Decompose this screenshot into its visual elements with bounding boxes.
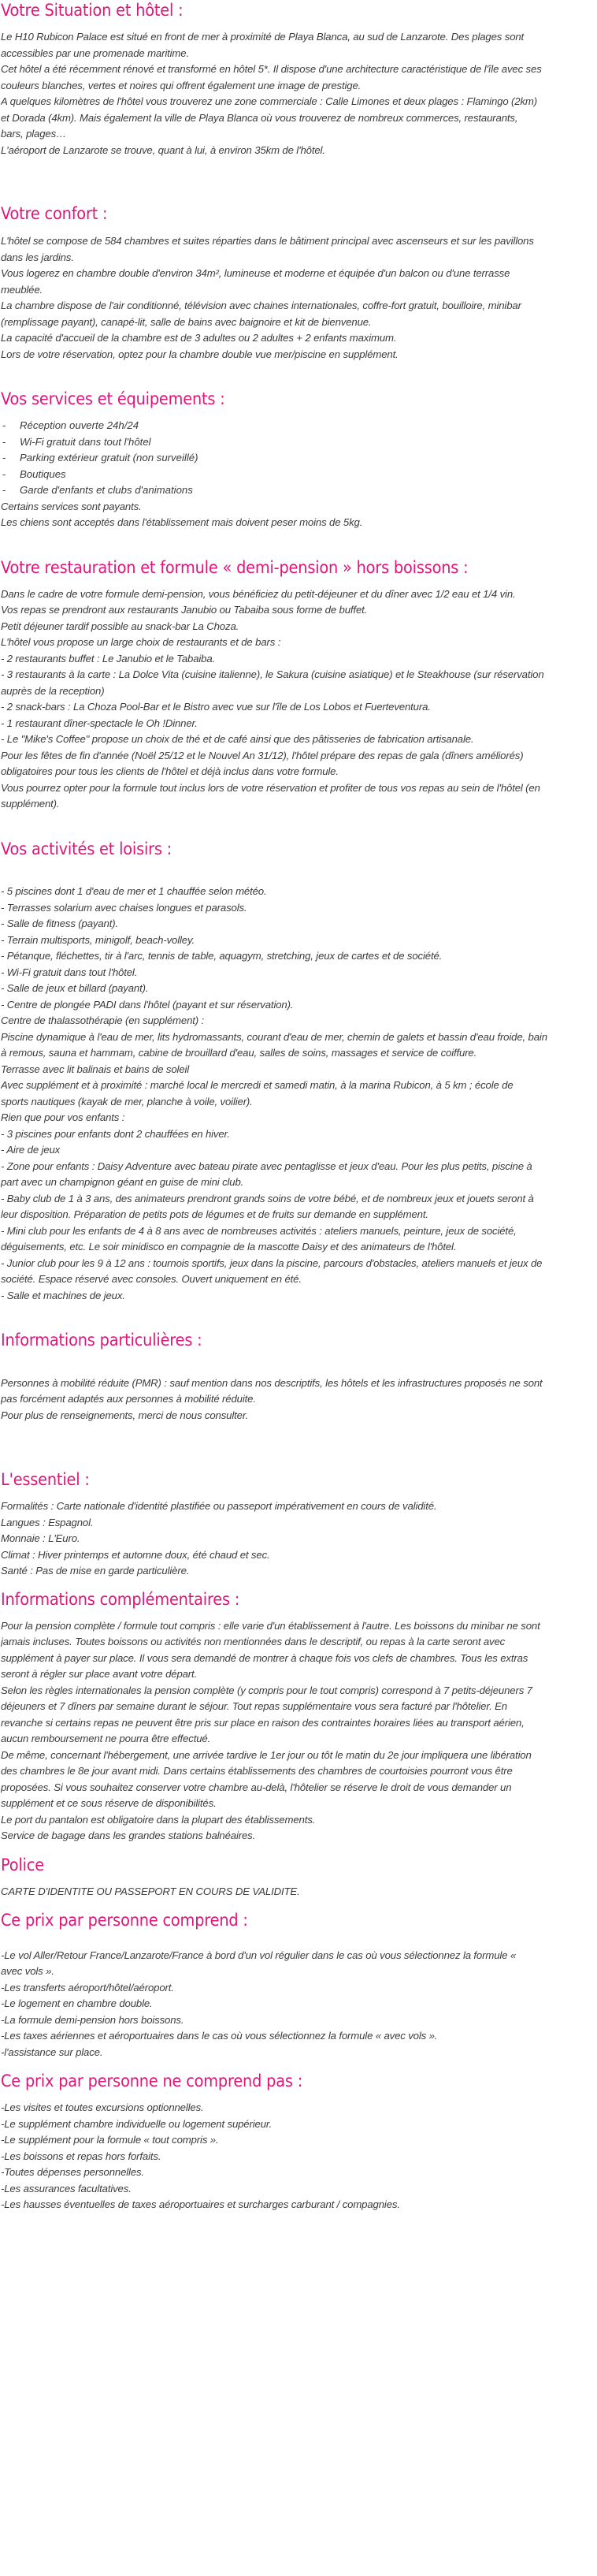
section-title-prix-comprend: Ce prix par personne comprend : [1, 1911, 248, 1930]
section-body-informations-complementaires [1, 1618, 596, 1845]
text-line: L'aéroport de Lanzarote se trouve, quant à lui, à environ 35km de l'hôtel. [1, 143, 325, 156]
text-line: - Salle de fitness (payant). [1, 918, 118, 929]
text-line: meublée. [1, 283, 43, 296]
text-line: - Pétanque, fléchettes, tir à l'arc, tennis de table, aquagym, stretching, jeux de cartes et de société. [1, 950, 443, 962]
text-line: CARTE D'IDENTITE OU PASSEPORT EN COURS DE VALIDITE. [1, 1885, 300, 1897]
text-line: A quelques kilomètres de l'hôtel vous trouverez une zone commerciale : Calle Limones et deux plages : Flamingo (2km) [1, 95, 537, 107]
text-line: -La formule demi-pension hors boissons. [1, 2013, 184, 2026]
list-item [1, 418, 596, 434]
section-title-prix-ne-comprend-pas: Ce prix par personne ne comprend pas : [1, 2072, 303, 2090]
section-prix-ne-comprend-pas [1, 2071, 596, 2213]
text-line: Personnes à mobilité réduite (PMR) : sauf mention dans nos descriptifs, les hôtels et les infrastructures proposés ne sont [1, 1376, 543, 1389]
list-item [1, 482, 596, 499]
text-line: Climat : Hiver printemps et automne doux, été chaud et sec. [1, 1548, 270, 1561]
text-line: Avec supplément et à proximité : marché local le mercredi et samedi matin, à la marina Rubicon, à 5 km ; école de [1, 1079, 514, 1091]
text-line: -Les visites et toutes excursions optionnelles. [1, 2101, 204, 2113]
text-line: De même, concernant l'hébergement, une arrivée tardive le 1er jour ou tôt le matin du 2e jour impliquera une libération [1, 1748, 532, 1761]
text-line: -Les assurances facultatives. [1, 2182, 132, 2194]
section-body-prix-ne-comprend-pas [1, 2100, 596, 2213]
section-title-situation: Votre Situation et hôtel : [1, 1, 184, 20]
text-line: Terrasse avec lit balinais et bains de soleil [1, 1063, 190, 1075]
section-confort [1, 203, 596, 363]
text-line: Monnaie : L'Euro. [1, 1532, 80, 1544]
text-line: - 1 restaurant dîner-spectacle le Oh !Dinner. [1, 717, 198, 729]
section-essentiel [1, 1469, 596, 1580]
text-line: société. Espace réservé avec consoles. Ouvert uniquement en été. [1, 1273, 302, 1285]
text-line: Petit déjeuner tardif possible au snack-bar La Choza. [1, 620, 239, 632]
text-line: - 3 piscines pour enfants dont 2 chauffées en hiver. [1, 1127, 230, 1140]
list-item-label: Boutiques [20, 467, 66, 480]
text-line: couleurs blanches, vertes et noires qui offrent également une image de prestige. [1, 79, 362, 91]
text-line: obligatoires pour tous les clients de l'hôtel et déjà inclus dans votre formule. [1, 765, 339, 777]
text-line: Vous pourrez opter pour la formule tout inclus lors de votre réservation et profiter de tous vos repas au sein de l'hôtel (en [1, 781, 540, 794]
text-line: - Zone pour enfants : Daisy Adventure avec bateau pirate avec pentaglisse et jeux d'eau. Pour les plus petits, piscine à [1, 1160, 532, 1172]
section-body-informations-particulieres [1, 1359, 596, 1424]
text-line: -Le supplément chambre individuelle ou logement supérieur. [1, 2117, 273, 2130]
section-body-essentiel [1, 1498, 596, 1580]
text-line: Certains services sont payants. [1, 500, 142, 512]
text-line: -Les hausses éventuelles de taxes aéroportuaires et surcharges carburant / compagnies. [1, 2198, 400, 2210]
text-line: Santé : Pas de mise en garde particulière. [1, 1565, 190, 1576]
section-activites [1, 839, 596, 1305]
text-line: - Centre de plongée PADI dans l'hôtel (payant et sur réservation). [1, 998, 294, 1011]
text-line: Cet hôtel a été récemment rénové et transformé en hôtel 5*. Il dispose d'une architecture caractéristique de l'île avec ses [1, 63, 542, 75]
text-line: Rien que pour vos enfants : [1, 1111, 125, 1123]
section-title-informations-particulieres: Informations particulières : [1, 1331, 202, 1349]
list-item-label: Parking extérieur gratuit (non surveillé) [20, 452, 198, 463]
text-line: -Le supplément pour la formule « tout compris ». [1, 2134, 219, 2146]
text-line: à remous, sauna et hammam, cabine de brouillard d'eau, salles de soins, massages et service de coiffure. [1, 1047, 477, 1059]
bullet-icon: - [2, 484, 6, 496]
text-line: des chambres le 8e jour avant midi. Dans certains établissements des chambres de courtoisies pourront vous être [1, 1765, 513, 1777]
section-title-activites: Vos activités et loisirs : [1, 839, 172, 858]
section-title-confort: Votre confort : [1, 204, 108, 223]
text-line: (remplissage payant), canapé-lit, salle de bains avec baignoire et kit de bienvenue. [1, 315, 372, 328]
section-police [1, 1855, 596, 1900]
text-line: -Les taxes aériennes et aéroportuaires dans le cas où vous sélectionnez la formule « avec vols ». [1, 2030, 438, 2042]
list-item [1, 467, 596, 483]
text-line: Le H10 Rubicon Palace est situé en front de mer à proximité de Playa Blanca, au sud de Lanzarote. Des plages sont [1, 31, 525, 43]
text-line: proposées. Si vous souhaitez conserver votre chambre au-delà, l'hôtelier se réserve le droit de vous demander un [1, 1781, 512, 1793]
section-body-situation [1, 29, 596, 158]
text-line: Formalités : Carte nationale d'identité plastifiée ou passeport impérativement en cours de validité. [1, 1500, 437, 1512]
text-line: - Mini club pour les enfants de 4 à 8 ans avec de nombreuses activités : ateliers manuels, peinture, jeux de société, [1, 1224, 517, 1237]
text-line: Piscine dynamique à l'eau de mer, lits hydromassants, courant d'eau de mer, chemin de galets et bassin d'eau froide, bain [1, 1030, 547, 1043]
text-line: L'hôtel se compose de 584 chambres et suites réparties dans le bâtiment principal avec ascenseurs et sur les pavillons [1, 235, 534, 247]
section-body-confort [1, 233, 596, 363]
text-line: seront à régler sur place avant votre départ. [1, 1668, 198, 1680]
text-line: Pour plus de renseignements, merci de nous consulter. [1, 1409, 249, 1421]
text-line: bars, plages… [1, 128, 67, 140]
text-line: - Baby club de 1 à 3 ans, des animateurs prendront grands soins de votre bébé, et de nombreux jeux et jouets seront à [1, 1192, 534, 1204]
section-restauration [1, 557, 596, 813]
text-line: déjeuners et 7 dîners par semaine durant le séjour. Tout repas supplémentaire vous sera facturé par l'hôtelier. En [1, 1700, 507, 1712]
bullet-icon: - [2, 467, 6, 480]
list-item-label: Garde d'enfants et clubs d'animations [20, 484, 193, 496]
text-line: aucun remboursement ne pourra être effectué. [1, 1733, 211, 1744]
text-line: supplément). [1, 798, 60, 810]
section-body-activites [1, 868, 596, 1305]
text-line: Le port du pantalon est obligatoire dans la plupart des établissements. [1, 1813, 316, 1826]
section-prix-comprend [1, 1910, 596, 2060]
text-line [1, 1931, 596, 1948]
text-line: -Les transferts aéroport/hôtel/aéroport. [1, 1981, 174, 1993]
text-line: - Wi-Fi gratuit dans tout l'hôtel. [1, 966, 138, 978]
text-line: -Le vol Aller/Retour France/Lanzarote/France à bord d'un vol régulier dans le cas où vous sélectionnez la formule « [1, 1949, 517, 1961]
text-line: Vos repas se prendront aux restaurants Janubio ou Tabaiba sous forme de buffet. [1, 604, 368, 616]
text-line: - Terrain multisports, minigolf, beach-volley. [1, 933, 195, 946]
section-informations-complementaires [1, 1589, 596, 1845]
text-line: Vous logerez en chambre double d'environ 34m², lumineuse et moderne et équipée d'un balcon ou d'une terrasse [1, 267, 510, 279]
text-line: Pour les fêtes de fin d'année (Noël 25/12 et le Nouvel An 31/12), l'hôtel prépare des repas de gala (dîners améliorés) [1, 749, 524, 761]
text-line: - 2 restaurants buffet : Le Janubio et le Tabaiba. [1, 652, 216, 664]
text-line: -Toutes dépenses personnelles. [1, 2166, 144, 2178]
text-line: supplément et ce sous réserve de disponibilités. [1, 1797, 217, 1809]
section-informations-particulieres [1, 1330, 596, 1424]
text-line: dans les jardins. [1, 251, 74, 263]
text-line: -Le logement en chambre double. [1, 1997, 153, 2009]
text-line: part avec un champignon géant en guise de mini club. [1, 1176, 244, 1188]
text-line: leur disposition. Préparation de petits pots de légumes et de fruits sur demande en supplément. [1, 1208, 428, 1220]
section-title-services: Vos services et équipements : [1, 389, 225, 408]
text-line [1, 1359, 596, 1375]
text-line: Centre de thalassothérapie (en supplément) : [1, 1014, 205, 1026]
section-services [1, 389, 596, 531]
text-line: Lors de votre réservation, optez pour la chambre double vue mer/piscine en supplément. [1, 348, 399, 360]
text-line: et Dorada (4km). Mais également la ville de Playa Blanca où vous trouverez de nombreux commerces, restaurants, [1, 111, 518, 124]
section-title-informations-complementaires: Informations complémentaires : [1, 1589, 240, 1609]
text-line: La capacité d'accueil de la chambre est de 3 adultes ou 2 adultes + 2 enfants maximum. [1, 332, 397, 344]
text-line: La chambre dispose de l'air conditionné, télévision avec chaines internationales, coffre-fort gratuit, bouilloire, minibar [1, 300, 521, 311]
text-line: sports nautiques (kayak de mer, planche à voile, voilier). [1, 1095, 253, 1107]
text-line: supplément à payer sur place. Il vous sera demandé de montrer à chaque fois vos clefs de chambres. Tous les extras [1, 1651, 528, 1664]
section-body-prix-comprend [1, 1931, 596, 2060]
text-line: accessibles par une promenade maritime. [1, 47, 189, 59]
text-line: - Le "Mike's Coffee" propose un choix de thé et de café ainsi que des pâtisseries de fabrication artisanale. [1, 733, 474, 745]
text-line: - Terrasses solarium avec chaises longues et parasols. [1, 901, 247, 914]
text-line: auprès de la reception) [1, 684, 105, 697]
section-title-restauration: Votre restauration et formule « demi-pension » hors boissons : [1, 557, 469, 577]
list-item-label: Wi-Fi gratuit dans tout l'hôtel [20, 435, 151, 448]
text-line: - Salle et machines de jeux. [1, 1289, 125, 1301]
section-situation [1, 0, 596, 158]
bullet-icon: - [2, 435, 6, 448]
text-line: -Les boissons et repas hors forfaits. [1, 2150, 161, 2162]
services-list [1, 418, 596, 499]
text-line: déguisements, etc. Le soir minidisco en compagnie de la mascotte Daisy et des animateurs de l'hôtel. [1, 1241, 457, 1253]
text-line: - Aire de jeux [1, 1144, 61, 1156]
bullet-icon: - [2, 419, 6, 431]
text-line: revanche si certains repas ne peuvent être pris sur place en raison des contraintes horaires liées au transport aérien, [1, 1716, 525, 1729]
text-line: -l'assistance sur place. [1, 2046, 103, 2058]
text-line [1, 868, 596, 884]
list-item [1, 450, 596, 467]
text-line: Selon les règles internationales la pension complète (y compris pour le tout compris) correspond à 7 petits-déjeuners 7 [1, 1684, 532, 1696]
list-item [1, 434, 596, 451]
section-title-police: Police [1, 1855, 44, 1874]
text-line: avec vols ». [1, 1965, 54, 1977]
section-title-essentiel: L'essentiel : [1, 1470, 90, 1489]
text-line: - Salle de jeux et billard (payant). [1, 982, 149, 994]
text-line: L'hôtel vous propose un large choix de restaurants et de bars : [1, 636, 281, 648]
text-line: pas forcément adaptés aux personnes à mobilité réduite. [1, 1393, 256, 1405]
bullet-icon: - [2, 452, 6, 463]
text-line: jamais incluses. Toutes boissons ou activités non mentionnées dans le descriptif, ou repas à la carte seront avec [1, 1636, 506, 1647]
text-line: - Junior club pour les 9 à 12 ans : tournois sportifs, jeux dans la piscine, parcours d'obstacles, ateliers manuels et jeux de [1, 1256, 543, 1269]
section-body-services [1, 499, 596, 531]
list-item-label: Réception ouverte 24h/24 [20, 419, 139, 431]
text-line: Service de bagage dans les grandes stations balnéaires. [1, 1830, 256, 1841]
section-body-police [1, 1884, 596, 1900]
text-line: Langues : Espagnol. [1, 1516, 94, 1528]
text-line: - 2 snack-bars : La Choza Pool-Bar et le Bistro avec vue sur l'île de Los Lobos et Fuerteventura. [1, 701, 431, 713]
text-line: Les chiens sont acceptés dans l'établissement mais doivent peser moins de 5kg. [1, 516, 363, 528]
text-line: Dans le cadre de votre formule demi-pension, vous bénéficiez du petit-déjeuner et du dîner avec 1/2 eau et 1/4 vin. [1, 587, 516, 600]
text-line: Pour la pension complète / formule tout compris : elle varie d'un établissement à l'autre. Les boissons du minibar ne sont [1, 1619, 540, 1632]
text-line: - 3 restaurants à la carte : La Dolce Vita (cuisine italienne), le Sakura (cuisine asiatique) et le Steakhouse (sur réservation [1, 668, 544, 680]
text-line: - 5 piscines dont 1 d'eau de mer et 1 chauffée selon météo. [1, 885, 267, 897]
section-body-restauration [1, 586, 596, 813]
